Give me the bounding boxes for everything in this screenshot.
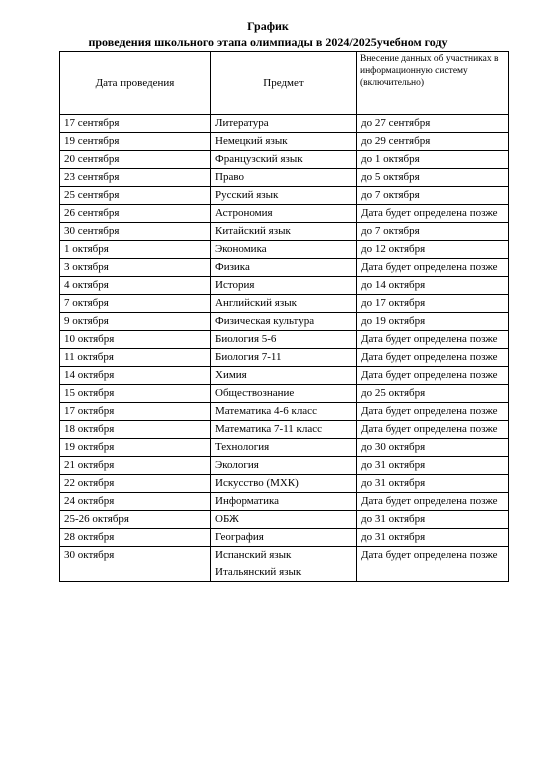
subject-line: Химия — [215, 369, 247, 381]
header-subject: Предмет — [211, 52, 357, 115]
table-row — [60, 475, 509, 493]
subject-line: Обществознание — [215, 387, 295, 399]
cell-subject — [211, 529, 357, 547]
table-row — [60, 349, 509, 367]
table-row — [60, 385, 509, 403]
cell-date: 28 октября — [60, 529, 211, 547]
subject-line: Информатика — [215, 495, 280, 507]
cell-subject — [211, 259, 357, 277]
cell-subject — [211, 493, 357, 511]
subject-line: Право — [215, 171, 244, 183]
cell-data-entry: до 30 октября — [357, 439, 509, 457]
table-row — [60, 223, 509, 241]
cell-date: 14 октября — [60, 367, 211, 385]
subject-line: Биология 7-11 — [215, 351, 282, 363]
subject-line: Экология — [215, 459, 259, 471]
cell-subject — [211, 403, 357, 421]
cell-data-entry: до 31 октября — [357, 457, 509, 475]
document-subtitle: проведения школьного этапа олимпиады в 2024/2025учебном году — [88, 35, 448, 49]
cell-date: 20 сентября — [60, 151, 211, 169]
cell-date: 1 октября — [60, 241, 211, 259]
cell-date: 22 октября — [60, 475, 211, 493]
cell-date: 24 октября — [60, 493, 211, 511]
subject-line: Физика — [215, 261, 250, 273]
cell-data-entry: до 31 октября — [357, 511, 509, 529]
table-row — [60, 151, 509, 169]
cell-date: 3 октября — [60, 259, 211, 277]
cell-data-entry: до 19 октября — [357, 313, 509, 331]
subject-line: Итальянский язык — [215, 566, 302, 578]
subject-line: География — [215, 531, 264, 543]
cell-subject — [211, 511, 357, 529]
cell-subject — [211, 313, 357, 331]
cell-date: 21 октября — [60, 457, 211, 475]
table-row — [60, 457, 509, 475]
subject-line: Немецкий язык — [215, 135, 288, 147]
cell-data-entry: до 7 октября — [357, 223, 509, 241]
cell-data-entry: до 17 октября — [357, 295, 509, 313]
subject-line: Китайский язык — [215, 225, 291, 237]
cell-subject — [211, 385, 357, 403]
cell-date: 25 сентября — [60, 187, 211, 205]
table-row — [60, 493, 509, 511]
table-row — [60, 439, 509, 457]
table-header-row — [60, 52, 509, 115]
cell-data-entry: до 1 октября — [357, 151, 509, 169]
cell-data-entry: Дата будет определена позже — [357, 493, 509, 511]
table-row — [60, 331, 509, 349]
cell-data-entry: до 14 октября — [357, 277, 509, 295]
cell-data-entry: до 31 октября — [357, 475, 509, 493]
subject-line: Экономика — [215, 243, 267, 255]
cell-date: 4 октября — [60, 277, 211, 295]
cell-data-entry: до 31 октября — [357, 529, 509, 547]
cell-date: 17 сентября — [60, 115, 211, 133]
cell-data-entry: Дата будет определена позже — [357, 547, 509, 582]
cell-date: 30 сентября — [60, 223, 211, 241]
cell-data-entry: Дата будет определена позже — [357, 403, 509, 421]
subject-line: Астрономия — [215, 207, 273, 219]
subject-line: Французский язык — [215, 153, 303, 165]
subject-line: ОБЖ — [215, 513, 239, 525]
subject-line: История — [215, 279, 255, 291]
subject-line: Биология 5-6 — [215, 333, 277, 345]
cell-subject — [211, 475, 357, 493]
cell-data-entry: до 25 октября — [357, 385, 509, 403]
table-row — [60, 313, 509, 331]
cell-subject — [211, 115, 357, 133]
subject-line: Английский язык — [215, 297, 297, 309]
table-row — [60, 205, 509, 223]
cell-data-entry: до 12 октября — [357, 241, 509, 259]
table-row — [60, 277, 509, 295]
subject-line: Физическая культура — [215, 315, 315, 327]
table-row — [60, 367, 509, 385]
cell-date: 30 октября — [60, 547, 211, 582]
table-row — [60, 547, 509, 582]
table-row — [60, 511, 509, 529]
cell-subject — [211, 295, 357, 313]
table-body — [60, 115, 509, 582]
table-row — [60, 295, 509, 313]
cell-data-entry: до 5 октября — [357, 169, 509, 187]
cell-data-entry: Дата будет определена позже — [357, 367, 509, 385]
cell-subject — [211, 349, 357, 367]
table-row — [60, 403, 509, 421]
cell-data-entry: до 29 сентября — [357, 133, 509, 151]
cell-subject — [211, 367, 357, 385]
olympiad-schedule-table — [59, 51, 509, 582]
cell-date: 19 сентября — [60, 133, 211, 151]
header-data-entry: Внесение данных об участниках в информационную систему (включительно) — [357, 52, 509, 115]
cell-date: 25-26 октября — [60, 511, 211, 529]
cell-date: 23 сентября — [60, 169, 211, 187]
cell-date: 10 октября — [60, 331, 211, 349]
cell-subject — [211, 205, 357, 223]
cell-date: 26 сентября — [60, 205, 211, 223]
cell-data-entry: до 7 октября — [357, 187, 509, 205]
subject-line: Математика 4-6 класс — [215, 405, 317, 417]
cell-subject — [211, 241, 357, 259]
cell-data-entry: Дата будет определена позже — [357, 349, 509, 367]
cell-date: 18 октября — [60, 421, 211, 439]
subject-line: Искусство (МХК) — [215, 477, 299, 489]
cell-data-entry: Дата будет определена позже — [357, 205, 509, 223]
table-row — [60, 133, 509, 151]
cell-data-entry: Дата будет определена позже — [357, 421, 509, 439]
table-row — [60, 421, 509, 439]
cell-subject — [211, 223, 357, 241]
table-row — [60, 241, 509, 259]
cell-date: 15 октября — [60, 385, 211, 403]
table-row — [60, 115, 509, 133]
subject-line: Литература — [215, 117, 269, 129]
cell-date: 9 октября — [60, 313, 211, 331]
table-row — [60, 169, 509, 187]
cell-data-entry: Дата будет определена позже — [357, 259, 509, 277]
cell-date: 7 октября — [60, 295, 211, 313]
cell-subject — [211, 133, 357, 151]
cell-subject — [211, 331, 357, 349]
cell-date: 17 октября — [60, 403, 211, 421]
subject-line: Математика 7-11 класс — [215, 423, 323, 435]
cell-subject — [211, 457, 357, 475]
cell-subject — [211, 547, 357, 582]
cell-subject — [211, 151, 357, 169]
subject-line: Испанский язык — [215, 549, 292, 561]
subject-line: Русский язык — [215, 189, 279, 201]
cell-subject — [211, 439, 357, 457]
cell-subject — [211, 169, 357, 187]
cell-date: 11 октября — [60, 349, 211, 367]
table-row — [60, 259, 509, 277]
cell-data-entry: Дата будет определена позже — [357, 331, 509, 349]
cell-data-entry: до 27 сентября — [357, 115, 509, 133]
cell-date: 19 октября — [60, 439, 211, 457]
document-title: График — [247, 19, 289, 33]
cell-subject — [211, 421, 357, 439]
table-row — [60, 187, 509, 205]
subject-line: Технология — [215, 441, 270, 453]
cell-subject — [211, 187, 357, 205]
header-date: Дата проведения — [60, 52, 211, 115]
cell-subject — [211, 277, 357, 295]
table-row — [60, 529, 509, 547]
